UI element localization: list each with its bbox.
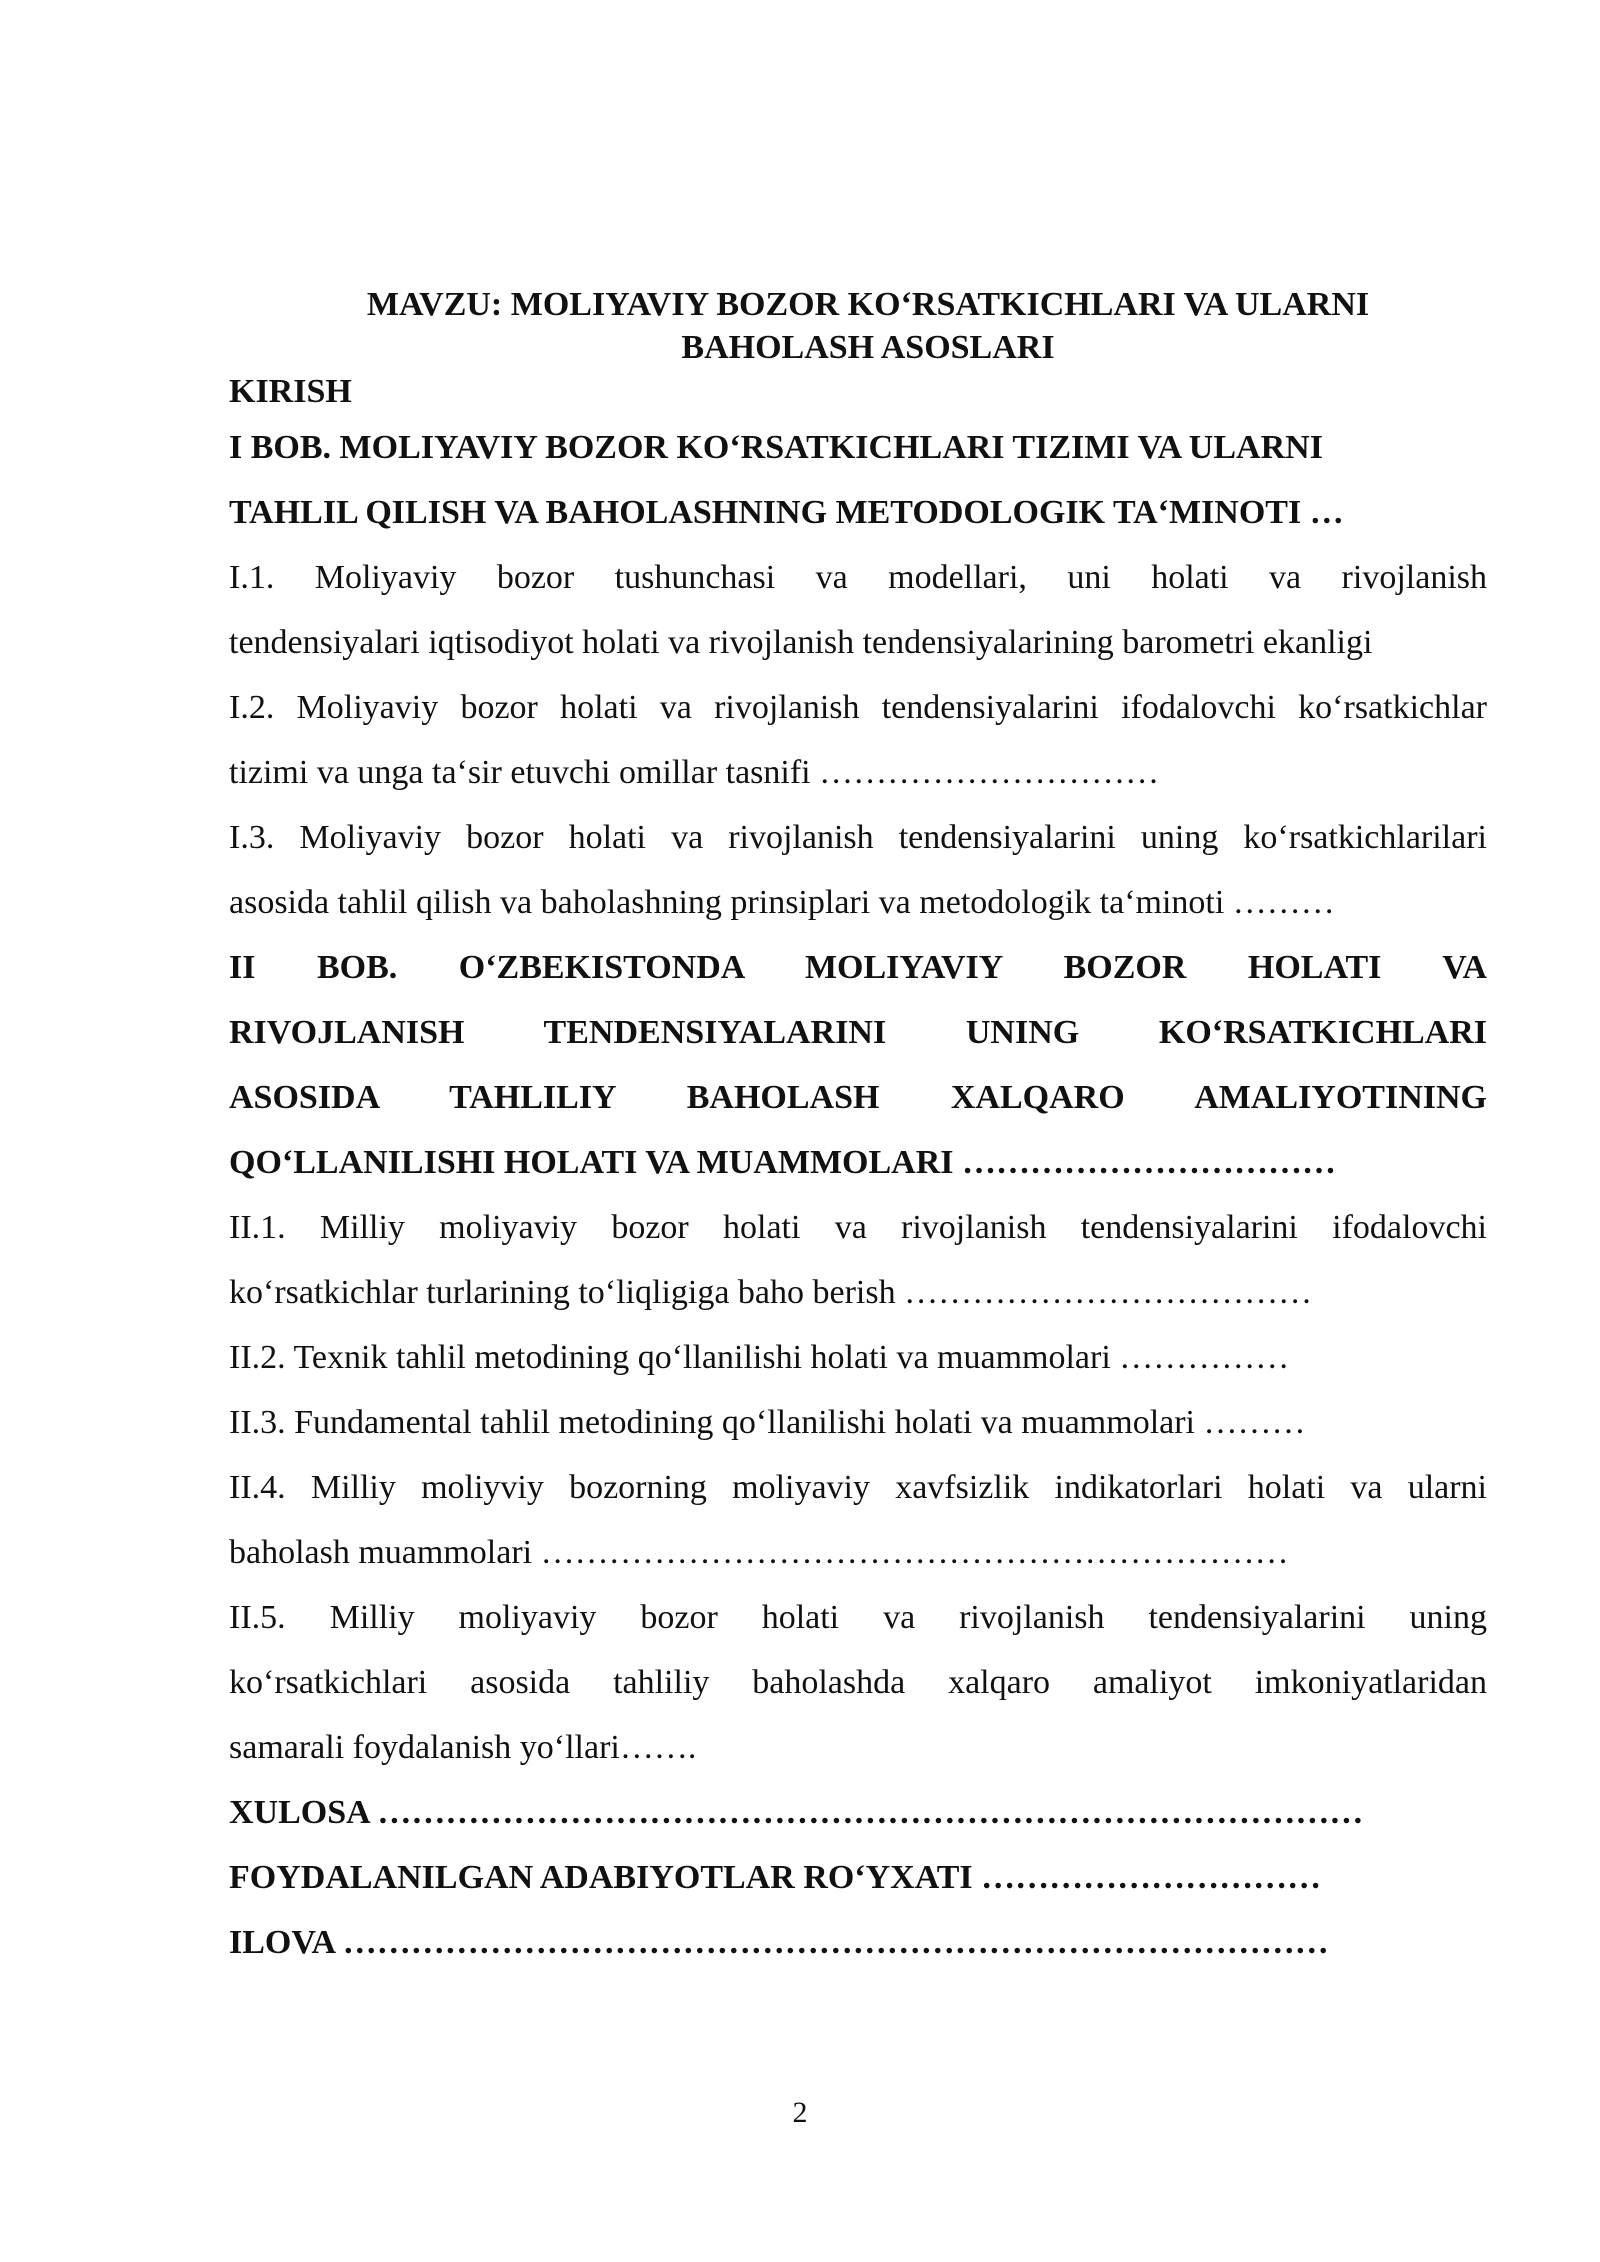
title-line-2: BAHOLASH ASOSLARI (681, 329, 1055, 366)
toc-section-2-3: II.3. Fundamental tahlil metodining qo‘llanilishi holati va muammolari ……… (229, 1404, 1306, 1441)
section-1-3-line-2: asosida tahlil qilish va baholashning prinsiplari va metodologik ta‘minoti ……… (229, 884, 1335, 921)
toc-section-2-2: II.2. Texnik tahlil metodining qo‘llanilishi holati va muammolari …………… (229, 1339, 1290, 1376)
chapter-2-line-1: II BOB. O‘ZBEKISTONDA MOLIYAVIY BOZOR HOLATI VA (229, 949, 1487, 986)
toc-section-2-1 (229, 1195, 1487, 1325)
toc-entry-ilova: ILOVA …………………………………………………………………………… (229, 1924, 1329, 1961)
title-line-1: MAVZU: MOLIYAVIY BOZOR KO‘RSATKICHLARI VA ULARNI (366, 286, 1370, 323)
chapter-2-line-3: ASOSIDA TAHLILIY BAHOLASH XALQARO AMALIYOTINING (229, 1079, 1487, 1116)
toc-entry-xulosa: XULOSA …………………………………………………………………………… (229, 1794, 1364, 1831)
toc-section-2-4 (229, 1455, 1487, 1585)
section-1-1-line-1: I.1. Moliyaviy bozor tushunchasi va modellari, uni holati va rivojlanish (229, 559, 1487, 596)
section-1-2-line-1: I.2. Moliyaviy bozor holati va rivojlanish tendensiyalarini ifodalovchi ko‘rsatkichlar (229, 689, 1487, 726)
toc-entry-references: FOYDALANILGAN ADABIYOTLAR RO‘YXATI ………………………… (229, 1859, 1322, 1896)
toc-section-2-5 (229, 1585, 1487, 1780)
section-2-1-line-2: ko‘rsatkichlar turlarining to‘liqligiga baho berish ……………………………… (229, 1274, 1313, 1311)
section-2-5-line-1: II.5. Milliy moliyaviy bozor holati va rivojlanish tendensiyalarini uning (229, 1599, 1487, 1636)
chapter-1-line-2: TAHLIL QILISH VA BAHOLASHNING METODOLOGIK TA‘MINOTI … (229, 494, 1344, 531)
page-number: 2 (792, 2096, 808, 2129)
section-1-1-line-2: tendensiyalari iqtisodiyot holati va rivojlanish tendensiyalarining barometri ekanligi (229, 624, 1373, 661)
toc-section-1-1 (229, 545, 1487, 675)
toc-entry-kirish: KIRISH (229, 373, 352, 410)
section-2-5-line-3: samarali foydalanish yo‘llari……. (229, 1729, 697, 1766)
section-1-3-line-1: I.3. Moliyaviy bozor holati va rivojlanish tendensiyalarini uning ko‘rsatkichlarilari (229, 819, 1487, 856)
section-2-1-line-1: II.1. Milliy moliyaviy bozor holati va rivojlanish tendensiyalarini ifodalovchi (229, 1209, 1487, 1246)
toc-chapter-2 (229, 935, 1487, 1195)
document-title (229, 283, 1487, 369)
toc-chapter-1 (229, 415, 1487, 545)
toc-section-1-2 (229, 675, 1487, 805)
chapter-2-line-4: QO‘LLANILISHI HOLATI VA MUAMMOLARI …………………………… (229, 1144, 1336, 1181)
toc-section-1-3 (229, 805, 1487, 935)
table-of-contents (229, 283, 1487, 1975)
chapter-2-line-2: RIVOJLANISH TENDENSIYALARINI UNING KO‘RSATKICHLARI (229, 1014, 1487, 1051)
section-2-4-line-1: II.4. Milliy moliyviy bozorning moliyaviy xavfsizlik indikatorlari holati va ularni (229, 1469, 1487, 1506)
section-2-4-line-2: baholash muammolari ………………………………………………………… (229, 1534, 1289, 1571)
section-1-2-line-2: tizimi va unga ta‘sir etuvchi omillar tasnifi ………………………… (229, 754, 1160, 791)
chapter-1-line-1: I BOB. MOLIYAVIY BOZOR KO‘RSATKICHLARI TIZIMI VA ULARNI (229, 429, 1323, 466)
section-2-5-line-2: ko‘rsatkichlari asosida tahliliy baholashda xalqaro amaliyot imkoniyatlaridan (229, 1664, 1487, 1701)
